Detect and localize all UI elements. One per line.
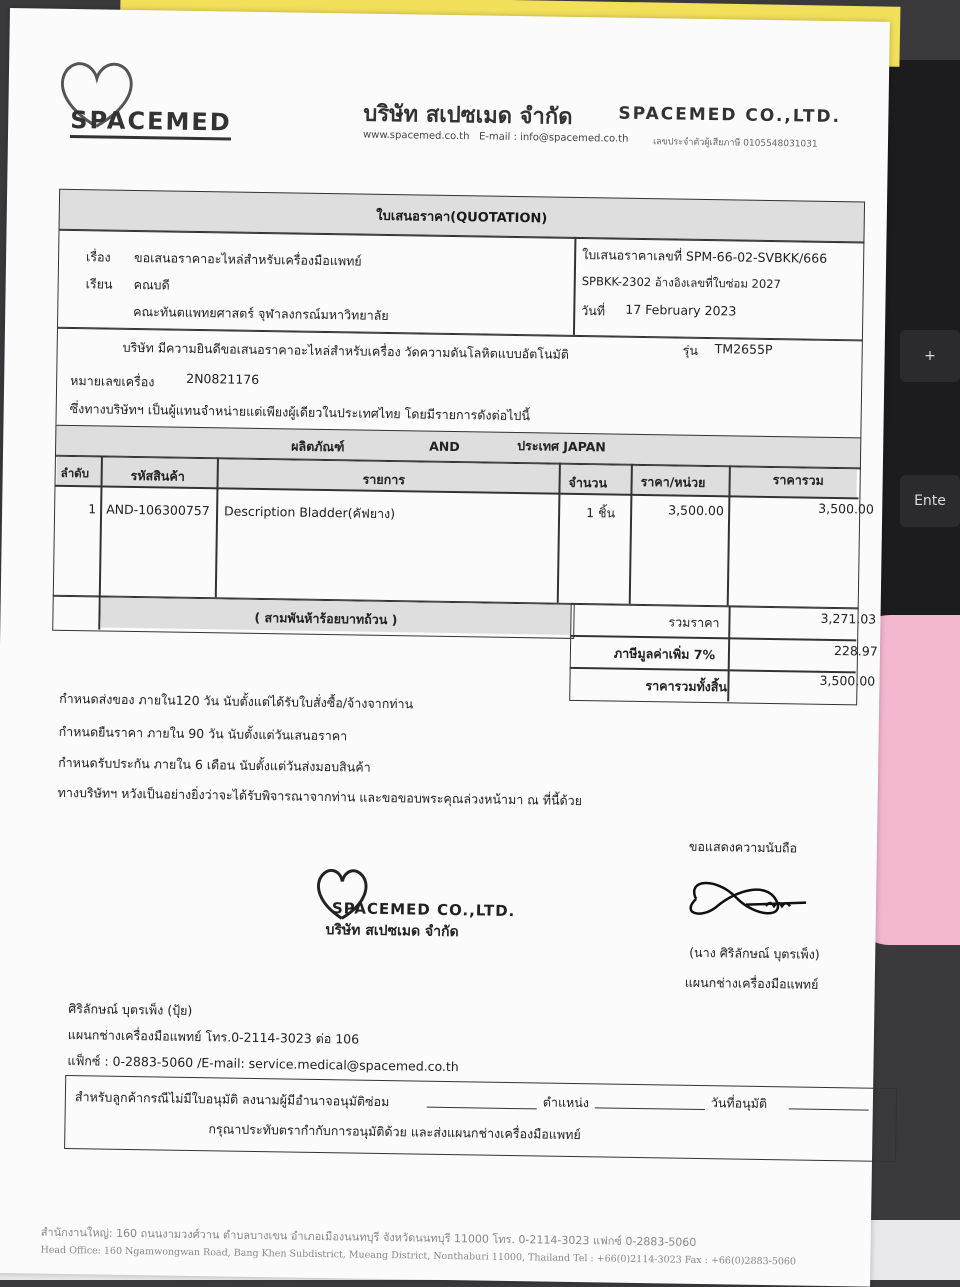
- company-website: www.spacemed.co.th: [362, 129, 470, 143]
- serial-value: 2N0821176: [186, 370, 260, 387]
- company-logo: [52, 54, 253, 152]
- company-contact-line: [363, 130, 629, 145]
- contact-phone: แผนกช่างเครื่องมือแพทย์ โทร.0-2114-3023 ต่อ 106: [67, 1027, 360, 1047]
- tax-id: เลขประจำตัวผู้เสียภาษี 0105548031031: [652, 137, 818, 150]
- attn-faculty: คณะทันตแพทยศาสตร์ จุฬาลงกรณ์มหาวิทยาลัย: [133, 303, 389, 323]
- signer-name: (นาง ศิริลักษณ์ บุตรเพ็ง): [689, 944, 820, 962]
- subtotal-value: 3,271.03: [820, 610, 877, 627]
- keyboard-key-plus: +: [900, 330, 960, 382]
- quotation-date: 17 February 2023: [625, 301, 737, 319]
- closing-regards: ขอแสดงความนับถือ: [688, 838, 798, 856]
- attn-value: คณบดี: [133, 276, 170, 293]
- row-1-description: Description Bladder(คัฟยาง): [224, 503, 396, 522]
- header-unit-price: ราคา/หน่วย: [640, 473, 706, 490]
- approval-date-label: วันที่อนุมัติ: [710, 1095, 768, 1112]
- contact-person: ศิริลักษณ์ บุตรเพ็ง (ปุ้ย): [68, 1001, 193, 1018]
- grand-total-label: ราคารวมทั้งสิ้น: [645, 678, 728, 695]
- company-name-thai: บริษัท สเปซเมด จำกัด: [363, 101, 573, 130]
- row-1-qty: 1 ชิ้น: [586, 505, 616, 521]
- product-brand: AND: [429, 438, 460, 455]
- vat-value: 228.97: [833, 643, 878, 659]
- date-label: วันที่: [581, 303, 606, 319]
- approval-signature-label: สำหรับลูกค้ากรณีไม่มีใบอนุมัติ ลงนามผู้มีอำนาจอนุมัติซ่อม: [74, 1089, 390, 1110]
- header-code: รหัสสินค้า: [130, 467, 185, 484]
- approval-position-label: ตำแหน่ง: [542, 1094, 590, 1111]
- header-total: ราคารวม: [772, 472, 824, 488]
- row-1-seq: 1: [88, 501, 97, 517]
- logo-text: SPACEMED: [70, 106, 232, 141]
- stamp-company-english: SPACEMED CO.,LTD.: [331, 899, 516, 921]
- reference-number: SPBKK-2302 อ้างอิงเลขที่ใบซ่อม 2027: [581, 274, 781, 292]
- term-closing-remark: ทางบริษัทฯ หวังเป็นอย่างยิ่งว่าจะได้รับพิจารณาจากท่าน และขอขอบพระคุณล่วงหน้ามา ณ ที่นี้ด้วย: [57, 784, 583, 809]
- signer-department: แผนกช่างเครื่องมือแพทย์: [684, 974, 819, 992]
- intro-line: บริษัท มีความยินดีขอเสนอราคาอะไหล่สำหรับเครื่อง วัดความดันโลหิตแบบอัตโนมัติ: [122, 339, 570, 362]
- approval-instruction: กรุณาประทับตรากำกับการอนุมัติด้วย และส่งแผนกช่างเครื่องมือแพทย์: [208, 1121, 581, 1143]
- stamp-company-thai: บริษัท สเปซเมด จำกัด: [325, 922, 459, 941]
- model-value: TM2655P: [714, 341, 773, 358]
- subtotal-label: รวมราคา: [668, 614, 720, 631]
- attn-label: เรียน: [85, 276, 113, 292]
- term-warranty: กำหนดรับประกัน ภายใน 6 เดือน นับตั้งแต่วันส่งมอบสินค้า: [58, 754, 371, 775]
- keyboard-key-enter: Ente: [900, 475, 960, 527]
- contact-fax-email: แฟ็กซ์ : 0-2883-5060 /E-mail: service.medical@spacemed.co.th: [67, 1053, 459, 1075]
- serial-label: หมายเลขเครื่อง: [70, 372, 155, 390]
- product-country: ประเทศ JAPAN: [517, 438, 606, 455]
- row-1-code: AND-106300757: [106, 501, 210, 519]
- grand-total-value: 3,500.00: [819, 672, 876, 689]
- vat-label: ภาษีมูลค่าเพิ่ม 7%: [613, 645, 716, 663]
- model-label: รุ่น: [682, 342, 699, 358]
- product-label: ผลิตภัณฑ์: [291, 438, 345, 455]
- header-description: รายการ: [362, 471, 406, 488]
- handwritten-signature: [676, 869, 827, 931]
- footer-address-thai: สำนักงานใหญ่: 160 ถนนงามวงศ์วาน ตำบลบางเขน อำเภอเมืองนนทบุรี จังหวัดนนทบุรี 11000 โทร. 0-2114-3023 แฟกซ์ 0-2883-5060: [40, 1225, 697, 1249]
- term-delivery: กำหนดส่งของ ภายใน120 วัน นับตั้งแต่ได้รับใบสั่งซื้อ/จ้างจากท่าน: [59, 690, 414, 712]
- quotation-number: ใบเสนอราคาเลขที่ SPM-66-02-SVBKK/666: [582, 247, 828, 266]
- header-qty: จำนวน: [568, 474, 608, 491]
- intro-distributor-line: ซึ่งทางบริษัทฯ เป็นผู้แทนจำหน่ายแต่เพียงผู้เดียวในประเทศไทย โดยมีรายการดังต่อไปนี้: [69, 400, 531, 424]
- row-1-unit-price: 3,500.00: [668, 502, 724, 519]
- amount-in-words: ( สามพันห้าร้อยบาทถ้วน ): [254, 609, 398, 628]
- row-1-total: 3,500.00: [818, 500, 875, 517]
- subject-label: เรื่อง: [85, 249, 111, 265]
- quotation-document: [0, 8, 890, 1287]
- header-seq: ลำดับ: [60, 465, 90, 481]
- term-price-validity: กำหนดยืนราคา ภายใน 90 วัน นับตั้งแต่วันเสนอราคา: [58, 723, 348, 744]
- footer-address-english: Head Office: 160 Ngamwongwan Road, Bang Khen Subdistrict, Mueang District, Nonthaburi 11000, Thailand Tel : +66(0)2114-3023 Fax : +66(0)2883-5060: [40, 1244, 797, 1268]
- document-title: ใบเสนอราคา(QUOTATION): [59, 189, 866, 244]
- company-name-english: SPACEMED CO.,LTD.: [618, 103, 842, 128]
- subject-value: ขอเสนอราคาอะไหล่สำหรับเครื่องมือแพทย์: [133, 249, 362, 269]
- company-email: E-mail : info@spacemed.co.th: [478, 131, 629, 145]
